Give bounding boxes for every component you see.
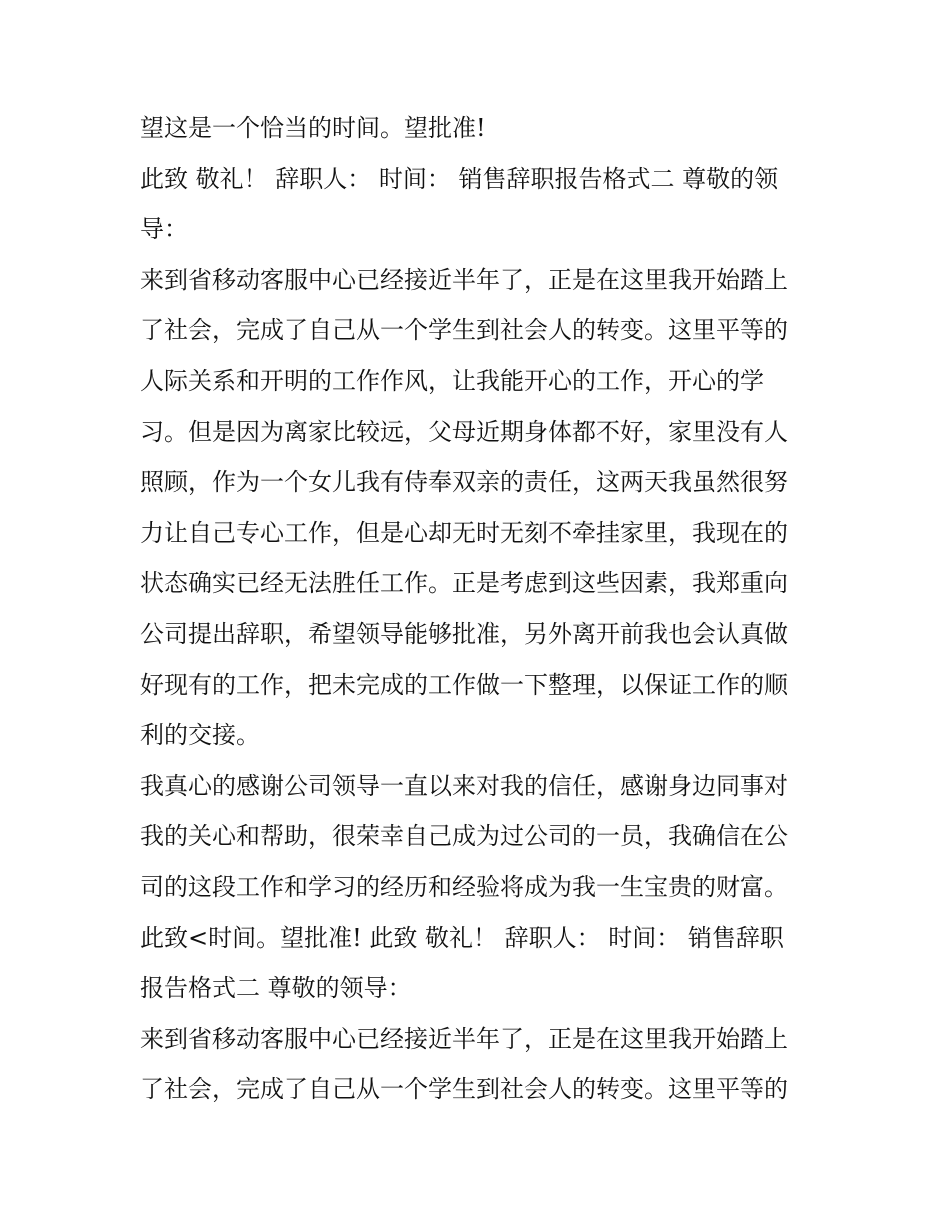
text-line: 我的关心和帮助，很荣幸自己成为过公司的一员，我确信在公 [140,822,788,851]
text-line: 公司提出辞职，希望领导能够批准，另外离开前我也会认真做 [140,619,788,648]
text-line: 好现有的工作，把未完成的工作做一下整理，以保证工作的顺 [140,670,788,699]
text-line: 状态确实已经无法胜任工作。正是考虑到这些因素，我郑重向 [140,569,788,598]
text-line: 利的交接。 [140,721,260,750]
text-line: 力让自己专心工作，但是心却无时无刻不牵挂家里，我现在的 [140,518,788,547]
text-line: 了社会，完成了自己从一个学生到社会人的转变。这里平等的 [140,316,788,345]
text-line: 人际关系和开明的工作作风，让我能开心的工作，开心的学 [140,366,764,395]
text-line: 了社会，完成了自己从一个学生到社会人的转变。这里平等的 [140,1075,788,1104]
text-line: 此致 敬礼！ 辞职人： 时间： 销售辞职报告格式二 尊敬的领 [140,164,779,193]
text-line: 照顾，作为一个女儿我有侍奉双亲的责任，这两天我虽然很努 [140,468,788,497]
text-line: 来到省移动客服中心已经接近半年了，正是在这里我开始踏上 [140,1024,788,1053]
text-line: 望这是一个恰当的时间。望批准! [140,114,486,142]
text-line: 司的这段工作和学习的经历和经验将成为我一生宝贵的财富。 [140,872,788,901]
document-body [140,103,820,1115]
text-line: 来到省移动客服中心已经接近半年了，正是在这里我开始踏上 [140,265,788,294]
text-line: 我真心的感谢公司领导一直以来对我的信任，感谢身边同事对 [140,771,788,800]
text-line: 报告格式二 尊敬的领导： [140,974,412,1003]
text-line: 导： [140,215,188,244]
text-line: 习。但是因为离家比较远，父母近期身体都不好，家里没有人 [140,417,788,446]
text-line: 此致<时间。望批准! 此致 敬礼！ 辞职人： 时间： 销售辞职 [140,923,784,952]
